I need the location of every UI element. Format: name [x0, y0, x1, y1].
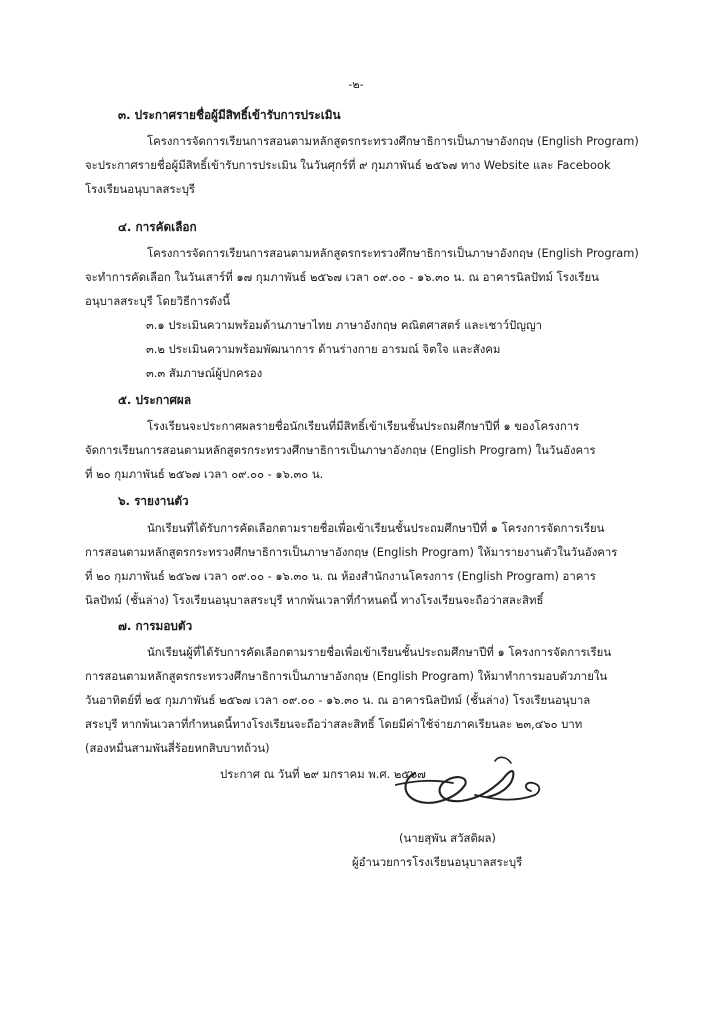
section-7-line-1: นักเรียนผู้ที่ได้รับการคัดเลือกตามรายชื่อเพื่อเข้าเรียนชั้นประถมศึกษาปีที่ ๑ โครงการจัดการเรียน — [147, 645, 612, 659]
section-4-item-2: ๓.๒ ประเมินความพร้อมพัฒนาการ ด้านร่างกาย อารมณ์ จิตใจ และสังคม — [146, 342, 501, 356]
section-4-line-3: อนุบาลสระบุรี โดยวิธีการดังนี้ — [85, 294, 231, 308]
section-6-heading: ๖. รายงานตัว — [118, 494, 189, 508]
section-5-heading: ๕. ประกาศผล — [118, 393, 192, 407]
section-4-line-1: โครงการจัดการเรียนการสอนตามหลักสูตรกระทรวงศึกษาธิการเป็นภาษาอังกฤษ (English Program) — [147, 246, 639, 260]
section-4-item-3: ๓.๓ สัมภาษณ์ผู้ปกครอง — [146, 366, 263, 380]
signer-title: ผู้อำนวยการโรงเรียนอนุบาลสระบุรี — [352, 855, 523, 869]
section-5-line-2: จัดการเรียนการสอนตามหลักสูตรกระทรวงศึกษาธิการเป็นภาษาอังกฤษ (English Program) ในวันอังคาร — [85, 443, 596, 457]
signer-name: (นายสุพัน สวัสดิผล) — [399, 831, 496, 845]
section-4-item-1: ๓.๑ ประเมินความพร้อมด้านภาษาไทย ภาษาอังกฤษ คณิตศาสตร์ และเชาว์ปัญญา — [146, 318, 543, 332]
section-5-line-1: โรงเรียนจะประกาศผลรายชื่อนักเรียนที่มีสิทธิ์เข้าเรียนชั้นประถมศึกษาปีที่ ๑ ของโครงการ — [147, 419, 580, 433]
section-3-heading: ๓. ประกาศรายชื่อผู้มีสิทธิ์เข้ารับการประเมิน — [118, 108, 341, 122]
section-7-line-3: วันอาทิตย์ที่ ๒๕ กุมภาพันธ์ ๒๕๖๗ เวลา ๐๙.๐๐ - ๑๖.๓๐ น. ณ อาคารนิลปัทม์ (ชั้นล่าง) โรงเรียนอนุบาล — [85, 693, 591, 707]
signature-graphic — [395, 755, 545, 820]
section-6-line-1: นักเรียนที่ได้รับการคัดเลือกตามรายชื่อเพื่อเข้าเรียนชั้นประถมศึกษาปีที่ ๑ โครงการจัดการเรียน — [147, 521, 605, 535]
section-7-line-2: การสอนตามหลักสูตรกระทรวงศึกษาธิการเป็นภาษาอังกฤษ (English Program) ให้มาทำการมอบตัวภายใน — [85, 669, 608, 683]
section-7-heading: ๗. การมอบตัว — [118, 619, 193, 633]
section-5-line-3: ที่ ๒๐ กุมภาพันธ์ ๒๕๖๗ เวลา ๐๙.๐๐ - ๑๖.๓๐ น. — [85, 467, 324, 481]
section-4-heading: ๔. การคัดเลือก — [118, 220, 197, 234]
section-6-line-2: การสอนตามหลักสูตรกระทรวงศึกษาธิการเป็นภาษาอังกฤษ (English Program) ให้มารายงานตัวในวันอังคาร — [85, 545, 618, 559]
section-3-line-1: โครงการจัดการเรียนการสอนตามหลักสูตรกระทรวงศึกษาธิการเป็นภาษาอังกฤษ (English Program) — [147, 134, 639, 148]
section-7-line-5: (สองหมื่นสามพันสี่ร้อยหกสิบบาทถ้วน) — [85, 741, 270, 755]
section-6-line-4: นิลปัทม์ (ชั้นล่าง) โรงเรียนอนุบาลสระบุรี หากพ้นเวลาที่กำหนดนี้ ทางโรงเรียนจะถือว่าสละสิทธิ์ — [85, 593, 544, 607]
section-7-line-4: สระบุรี หากพ้นเวลาที่กำหนดนี้ทางโรงเรียนจะถือว่าสละสิทธิ์ โดยมีค่าใช้จ่ายภาคเรียนละ ๒๓,๔๖๐ บาท — [85, 717, 583, 731]
section-3-line-3: โรงเรียนอนุบาลสระบุรี — [85, 182, 196, 196]
section-4-line-2: จะทำการคัดเลือก ในวันเสาร์ที่ ๑๗ กุมภาพันธ์ ๒๕๖๗ เวลา ๐๙.๐๐ - ๑๖.๓๐ น. ณ อาคารนิลปัทม์ โรงเรียน — [85, 270, 599, 284]
announcement-date: ประกาศ ณ วันที่ ๒๙ มกราคม พ.ศ. ๒๕๖๗ — [220, 767, 426, 781]
section-6-line-3: ที่ ๒๐ กุมภาพันธ์ ๒๕๖๗ เวลา ๐๙.๐๐ - ๑๖.๓๐ น. ณ ห้องสำนักงานโครงการ (English Program) อาคาร — [85, 569, 596, 583]
handwritten-signature — [395, 755, 545, 820]
section-3-line-2: จะประกาศรายชื่อผู้มีสิทธิ์เข้ารับการประเมิน ในวันศุกร์ที่ ๙ กุมภาพันธ์ ๒๕๖๗ ทาง Website และ Facebook — [85, 158, 611, 172]
page-number: -๒- — [348, 78, 364, 91]
